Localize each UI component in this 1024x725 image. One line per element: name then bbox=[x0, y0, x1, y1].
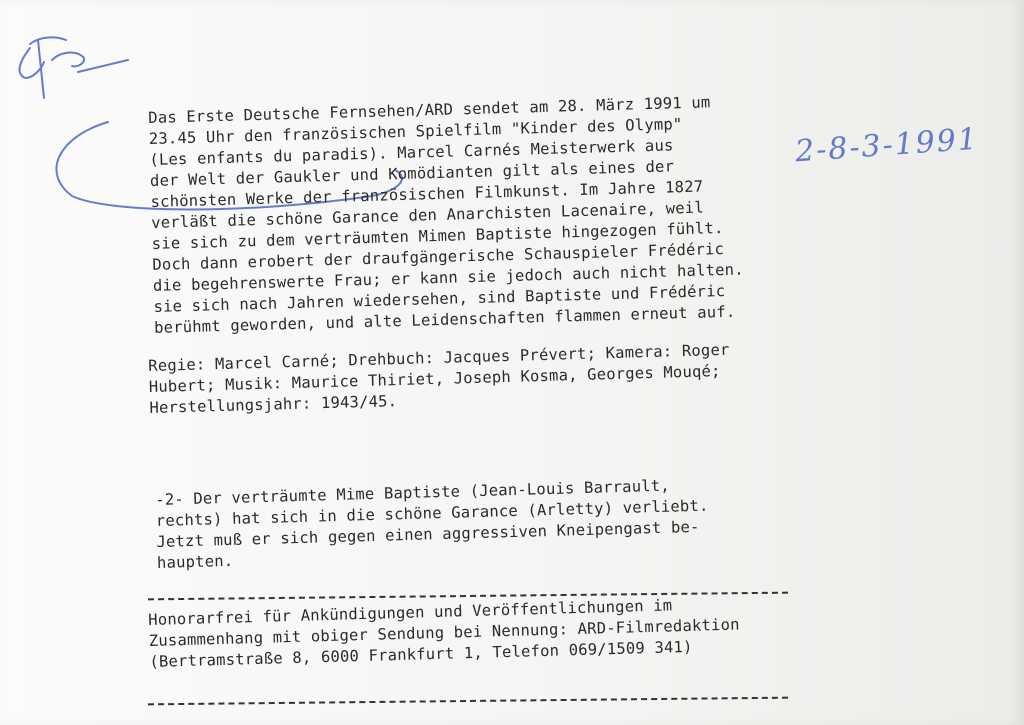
photo-caption: -2- Der verträumte Mime Baptiste (Jean-Louis Barrault, rechts) hat sich in die schöne Garance (Arletty) verliebt. Jetzt muß er sich gegen einen aggressiven Kneipengast be- haupten. bbox=[155, 476, 709, 572]
photo-caption-block bbox=[155, 472, 797, 574]
credits-paragraph: Regie: Marcel Carné; Drehbuch: Jacques Prévert; Kamera: Roger Hubert; Musik: Maurice Thiriet, Joseph Kosma, Georges Mouqé; Herstellungsjahr: 1943/45. bbox=[148, 340, 730, 417]
credits-block bbox=[148, 338, 790, 419]
footer-block bbox=[148, 592, 790, 673]
dashed-divider-bottom bbox=[148, 697, 788, 706]
main-paragraph: Das Erste Deutsche Fernsehen/ARD sendet am 28. März 1991 um 23.45 Uhr den französischen Spielfilm "Kinder des Olymp" (Les enfants du paradis). Marcel Carnés Meisterwerk aus der Welt der Gaukler und Komödianten gilt als eines der schönsten Werke der französischen Filmkunst. Im Jahre 1827 verläßt die schöne Garance den Anarchisten Lacenaire, weil sie sich zu dem verträumten Mimen Baptiste hingezogen fühlt. Doch dann erobert der draufgängerische Schauspieler Frédéric die begehrenswerte Frau; er kann sie jedoch auch nicht halten. sie sich nach Jahren wiedersehen, sind Baptiste und Frédéric berühmt geworden, und alte Leidenschaften flammen erneut auf. bbox=[148, 93, 744, 337]
main-text-block bbox=[148, 90, 794, 339]
handwritten-date: 2-8-3-1991 bbox=[794, 121, 981, 170]
footer-notice: Honorarfrei für Ankündigungen und Veröffentlichungen im Zusammenhang mit obiger Sendung bei Nennung: ARD-Filmredaktion (Bertramstraße 8, 6000 Frankfurt 1, Telefon 069/1509 341) bbox=[148, 596, 740, 671]
